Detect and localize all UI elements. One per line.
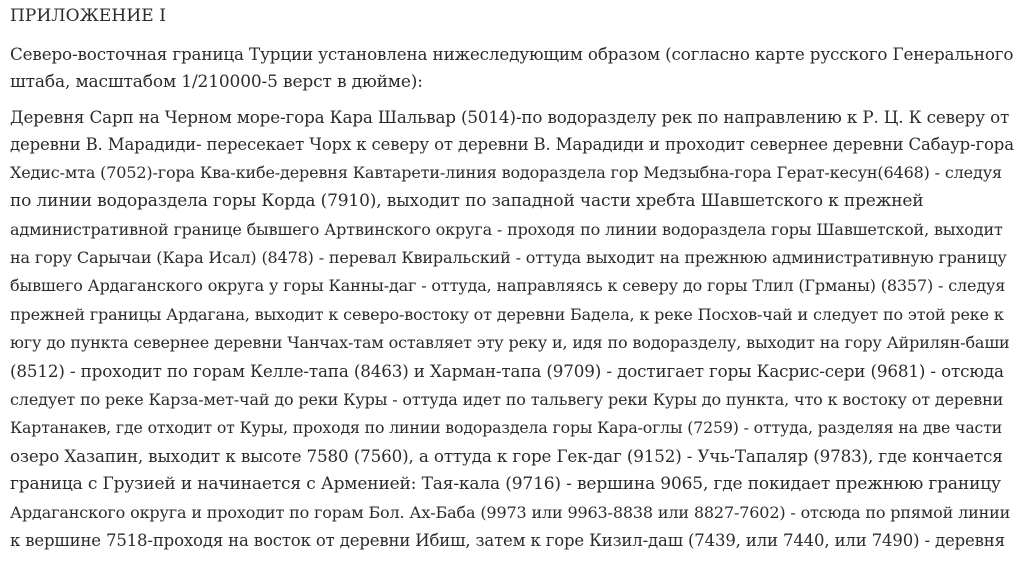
text-line: Картанакев, где отходит от Куры, проходя по линии водораздела горы Кара-оглы (7259) - оттуда, разделяя на две части [10,417,1003,437]
text-line: следует по реке Карза-мет-чай до реки Куры - оттуда идет по тальвегу реки Куры до пункта, что к востоку от деревни [10,389,1004,409]
text-line: озеро Хазапин, выходит к высоте 7580 (7560), а оттуда к горе Гек-даг (9152) - Учь-Тапаляр (9783), где кончается [10,446,1003,467]
text-line: (8512) - проходит по горам Келле-тапа (8463) и Харман-тапа (9709) - достигает горы Касрис-сери (9681) - отсюда [10,361,1004,382]
intro-paragraph [10,40,1015,97]
text-line: административной границе бывшего Артвинского округа - проходя по линии водораздела горы Шавшетской, выходит [10,219,1003,239]
text-line: деревни В. Марадиди- пересекает Чорх к северу от деревни В. Марадиди и проходит севернее деревни Сабаур-гора [10,134,1014,154]
text-line: по линии водораздела горы Корда (7910), выходит по западной части хребта Шавшетского к прежней [10,191,924,212]
text-line: граница с Грузией и начинается с Арменией: Тая-кала (9716) - вершина 9065, где покидает прежнюю границу [10,474,1001,495]
text-line: на гору Сарычаи (Кара Исал) (8478) - перевал Квиральский - оттуда выходит на прежнюю административную границу [10,248,1007,268]
text-line: Деревня Сарп на Черном море-гора Кара Шальвар (5014)-по водоразделу рек по направлению к Р. Ц. К северу от [10,106,1010,127]
text-line: Хедис-мта (7052)-гора Ква-кибе-деревня Кавтарети-линия водораздела гор Медзыбна-гора Герат-кесун(6468) - следуя [10,163,1002,183]
document-heading: ПРИЛОЖЕНИЕ I [10,6,167,26]
text-line: прежней границы Ардагана, выходит к северо-востоку от деревни Бадела, к реке Посхов-чай и следует по этой реке к [10,304,1004,324]
text-line: к вершине 7518-проходя на восток от деревни Ибиш, затем к горе Кизил-даш (7439, или 7440, или 7490) - деревня [10,531,1005,551]
text-line: Северо-восточная граница Турции установлена нижеследующим образом (согласно карте русского Генерального [10,44,1014,64]
text-line: Ардаганского округа и проходит по горам Бол. Ах-Баба (9973 или 9963-8838 или 8827-7602) - отсюда по рпямой линии [10,502,1011,522]
border-description-paragraph [10,103,1015,556]
document-page [10,0,1015,561]
text-line: бывшего Ардаганского округа у горы Канны-даг - оттуда, направляясь к северу до горы Тлил (Грманы) (8357) - следуя [10,276,1006,296]
text-line: югу до пункта севернее деревни Чанчах-там оставляет эту реку и, идя по водоразделу, выходит на гору Айрилян-баши [10,332,1010,352]
text-line: штаба, масштабом 1/210000-5 верст в дюйме): [10,72,423,93]
